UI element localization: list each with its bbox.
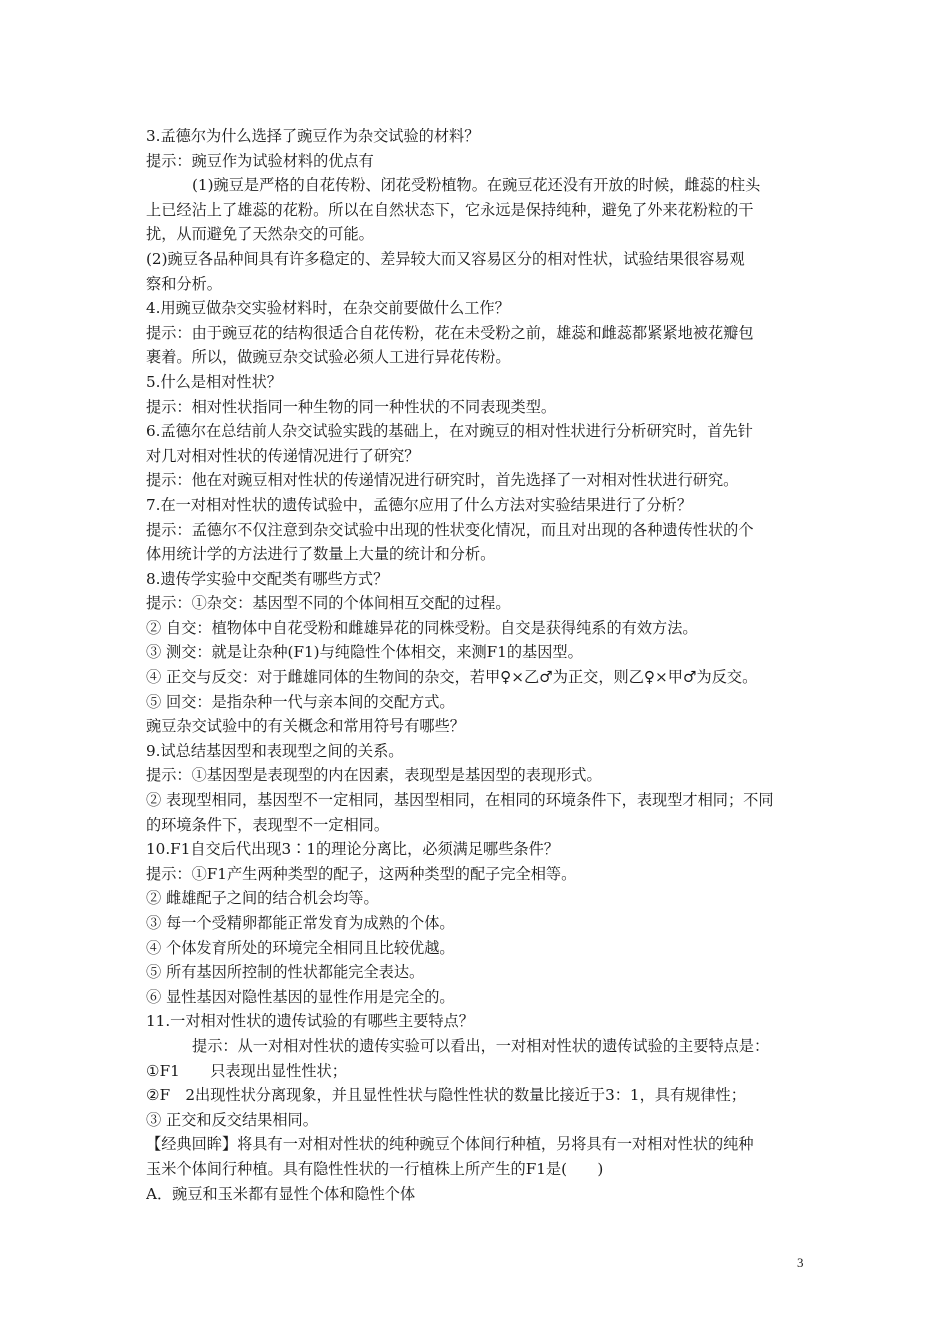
question-3: 3.孟德尔为什么选择了豌豆作为杂交试验的材料？: [146, 127, 480, 145]
body-line: (2)豌豆各品种间具有许多稳定的、差异较大而又容易区分的相对性状，试验结果很容易观: [146, 249, 745, 268]
classic-review-line: 【经典回眸】将具有一对相对性状的纯种豌豆个体间行种植，另将具有一对相对性状的纯种: [146, 1135, 754, 1154]
hint-line: 提示：由于豌豆花的结构很适合自花传粉，花在未受粉之前，雄蕊和雌蕊都紧紧地被花瓣包: [146, 323, 754, 342]
question-7: 7.在一对相对性状的遗传试验中，孟德尔应用了什么方法对实验结果进行了分析？: [146, 495, 693, 514]
hint-line: 提示：①F1产生两种类型的配子，这两种类型的配子完全相等。: [146, 864, 577, 883]
body-line: 豌豆杂交试验中的有关概念和常用符号有哪些？: [146, 717, 465, 736]
body-line: 察和分析。: [146, 274, 222, 293]
question-9: 9.试总结基因型和表现型之间的关系。: [146, 741, 404, 760]
body-line: 对几对相对性状的传递情况进行了研究？: [146, 446, 420, 465]
list-item: ② 雌雄配子之间的结合机会均等。: [146, 889, 379, 908]
list-item: ③ 正交和反交结果相同。: [146, 1110, 318, 1129]
list-item: ③ 每一个受精卵都能正常发育为成熟的个体。: [146, 914, 455, 932]
body-line: 玉米个体间行种植。具有隐性性状的一行植株上所产生的F1是( ): [146, 1159, 604, 1178]
hint-line: 提示：①杂交：基因型不同的个体间相互交配的过程。: [146, 594, 511, 613]
hint-line: 提示：从一对相对性状的遗传实验可以看出，一对相对性状的遗传试验的主要特点是：: [192, 1036, 770, 1055]
list-item: ② 自交：植物体中自花受粉和雌雄异花的同株受粉。自交是获得纯系的有效方法。: [146, 618, 698, 637]
hint-line: 提示：孟德尔不仅注意到杂交试验中出现的性状变化情况，而且对出现的各种遗传性状的个: [146, 520, 754, 539]
list-item: ①F1 只表现出显性性状；: [146, 1061, 347, 1080]
question-4: 4.用豌豆做杂交实验材料时，在杂交前要做什么工作？: [146, 299, 510, 318]
body-line: 上已经沾上了雄蕊的花粉。所以在自然状态下，它永远是保持纯种，避免了外来花粉粒的干: [146, 200, 754, 219]
question-6: 6.孟德尔在总结前人杂交试验实践的基础上，在对豌豆的相对性状进行分析研究时，首先针: [146, 422, 753, 441]
list-item: ⑥ 显性基因对隐性基因的显性作用是完全的。: [146, 987, 455, 1006]
body-line: 的环境条件下，表现型不一定相同。: [146, 815, 389, 834]
list-item: ④ 个体发育所处的环境完全相同且比较优越。: [146, 938, 455, 957]
question-11: 11.一对相对性状的遗传试验的有哪些主要特点？: [146, 1012, 474, 1031]
question-5: 5.什么是相对性状？: [146, 372, 282, 391]
text-body: [146, 124, 816, 1206]
list-item: ②F 2出现性状分离现象，并且显性性状与隐性性状的数量比接近于3：1，具有规律性；: [146, 1086, 746, 1105]
hint-line: 提示：①基因型是表现型的内在因素，表现型是基因型的表现形式。: [146, 766, 602, 785]
page-number: 3: [797, 1255, 804, 1270]
question-8: 8.遗传学实验中交配类有哪些方式？: [146, 569, 389, 588]
list-item: ④ 正交与反交：对于雌雄同体的生物间的杂交，若甲♀×乙♂为正交，则乙♀×甲♂为反交。: [146, 668, 758, 687]
list-item: ③ 测交：就是让杂种(F1)与纯隐性个体相交，来测F1的基因型。: [146, 643, 583, 662]
hint-line: 提示：相对性状指同一种生物的同一种性状的不同表现类型。: [146, 397, 557, 416]
body-line: 裹着。所以，做豌豆杂交试验必须人工进行异花传粉。: [146, 348, 511, 367]
body-line: 体用统计学的方法进行了数量上大量的统计和分析。: [146, 545, 496, 564]
hint-line: 提示：豌豆作为试验材料的优点有: [146, 151, 374, 170]
list-item: ② 表现型相同，基因型不一定相同，基因型相同，在相同的环境条件下，表现型才相同；不同: [146, 791, 774, 810]
answer-option-a: A．豌豆和玉米都有显性个体和隐性个体: [146, 1184, 416, 1203]
body-line: (1)豌豆是严格的自花传粉、闭花受粉植物。在豌豆花还没有开放的时候，雌蕊的柱头: [192, 176, 761, 195]
body-line: 扰，从而避免了天然杂交的可能。: [146, 225, 374, 244]
list-item: ⑤ 回交：是指杂种一代与亲本间的交配方式。: [146, 692, 455, 711]
list-item: ⑤ 所有基因所控制的性状都能完全表达。: [146, 963, 425, 982]
hint-line: 提示：他在对豌豆相对性状的传递情况进行研究时，首先选择了一对相对性状进行研究。: [146, 471, 739, 490]
question-10: 10.F1自交后代出现3∶1的理论分离比，必须满足哪些条件？: [146, 840, 559, 859]
